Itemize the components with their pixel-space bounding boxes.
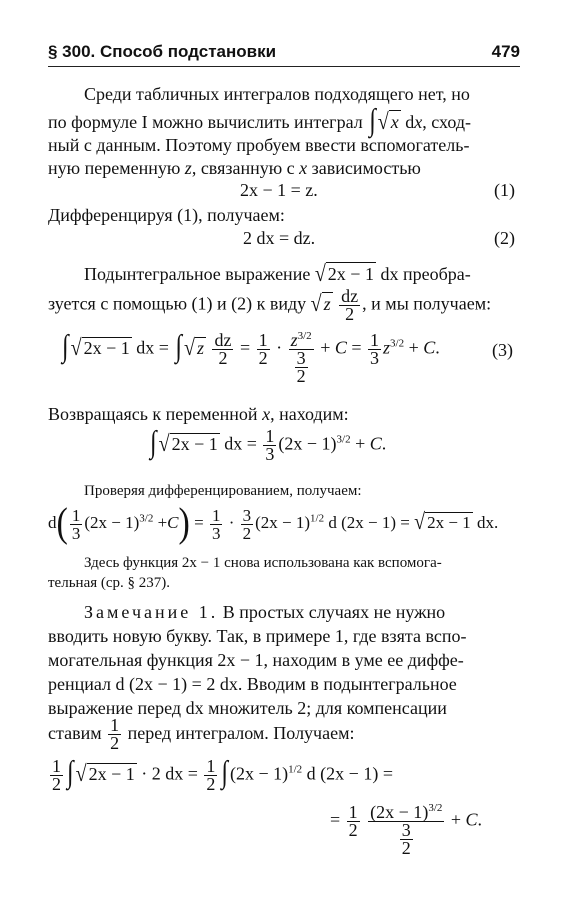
text: могательная функция	[48, 650, 213, 670]
fraction	[212, 332, 233, 367]
op: +	[408, 337, 419, 358]
op: +	[450, 809, 462, 830]
var: x	[299, 158, 308, 178]
fraction	[257, 332, 270, 367]
op: =	[382, 763, 393, 784]
text: выражение перед	[48, 698, 182, 718]
denominator: 2	[348, 820, 358, 840]
denominator: 2	[258, 348, 268, 368]
expr: 2x − 1	[217, 650, 264, 670]
denominator: 2	[401, 838, 411, 858]
text-line: Проверяя дифференцированием, получаем:	[84, 483, 362, 499]
equation-3: ∫ √ 2x − 1 dx = ∫ √ z $\frac{dz}{2}$ = $\frac{1}{2}$ · $\frac{z^{3/2}}{\frac{3}{2}}$ + C = $\frac{1}{3}$ $z^{3/2} + C$.	[62, 329, 440, 386]
numerator: 1	[71, 505, 81, 525]
text-line	[84, 601, 445, 623]
text: . Вводим в подынтегральное	[237, 674, 457, 694]
denominator: 3	[211, 523, 221, 543]
numerator: dz	[341, 286, 359, 306]
fraction	[50, 758, 63, 793]
integral-sign: ∫	[150, 425, 157, 460]
text-line	[48, 716, 354, 752]
expr: 2x − 1	[376, 802, 423, 822]
var: z	[184, 158, 192, 178]
fraction	[204, 758, 217, 793]
op: =	[187, 763, 198, 784]
section-title: § 300. Способ подстановки	[48, 42, 277, 61]
var: C	[423, 337, 436, 358]
var: dx	[380, 264, 399, 284]
expr: 2x − 1	[326, 763, 373, 784]
var: d	[306, 763, 316, 784]
denominator: 2	[206, 774, 216, 794]
equation-4: ∫ √ 2x − 1 dx = $\frac{1}{3}$ $(2x - 1)^{3/2} + C$.	[150, 425, 387, 464]
var: dx	[165, 763, 184, 784]
text: зависимостью	[311, 158, 421, 178]
numerator: dz	[214, 330, 232, 350]
op: =	[400, 512, 410, 532]
op: +	[320, 337, 331, 358]
radical: √	[310, 290, 322, 317]
numerator: 1	[348, 802, 358, 822]
op: +	[355, 433, 366, 454]
equation-6: $\frac{1}{2}$ ∫ √ 2x − 1 · 2 dx = $\frac{1}{2}$ ∫ $(2x - 1)^{1/2}$ d (2x − 1) =	[52, 755, 393, 794]
denominator	[289, 350, 314, 385]
var: d	[405, 112, 415, 132]
exponent: 3/2	[336, 433, 351, 446]
text-line	[84, 262, 471, 285]
equation-6-cont: = $\frac{1}{2}$ $\frac{(2x - 1)^{3/2}}{\frac{3}{2}}$ + C.	[330, 802, 483, 858]
text: , сход-	[422, 112, 471, 132]
fraction	[263, 428, 276, 463]
expr: 2x − 1	[171, 433, 218, 454]
text-line	[48, 157, 421, 179]
denominator: 2	[242, 523, 252, 543]
radicand	[326, 262, 376, 285]
radicand	[195, 337, 206, 359]
numerator: 1	[265, 426, 275, 446]
denominator	[368, 822, 444, 857]
text-line	[48, 673, 457, 695]
fraction	[295, 350, 308, 385]
denominator: 2	[345, 304, 355, 324]
var: z	[290, 330, 298, 350]
var: C	[167, 512, 179, 532]
integral-sign: ∫	[369, 104, 376, 138]
var: dx	[476, 512, 494, 532]
var: x	[390, 112, 399, 132]
radicand	[389, 110, 401, 133]
radical: √	[70, 334, 82, 361]
var: dx	[224, 433, 243, 454]
op: +	[157, 512, 168, 532]
text: , и мы получаем:	[362, 293, 492, 314]
fraction	[241, 507, 254, 542]
expr: 2x − 1	[284, 433, 331, 454]
expr: 2x − 1	[83, 337, 130, 358]
exponent: 1/2	[288, 763, 303, 776]
fraction	[210, 507, 223, 542]
text-line	[48, 104, 471, 138]
fraction	[108, 717, 121, 752]
text-line	[84, 552, 442, 574]
exponent: 3/2	[390, 337, 405, 350]
radical: √	[75, 760, 87, 787]
paren: (	[56, 501, 68, 546]
numerator: 1	[52, 756, 61, 776]
exponent: 3/2	[297, 330, 312, 342]
denominator: 2	[110, 733, 120, 754]
text: ставим	[48, 723, 102, 743]
var: x	[414, 112, 423, 132]
integral-sign: ∫	[175, 329, 182, 364]
denominator: 3	[265, 444, 275, 464]
text: , находим в уме ее диффе-	[263, 650, 464, 670]
integral-sign: ∫	[62, 329, 69, 364]
expr: 2x − 1	[346, 512, 391, 532]
op: ·	[141, 763, 148, 784]
var: dx	[185, 698, 204, 718]
op: =	[194, 512, 204, 532]
page-number: 479	[491, 42, 520, 61]
expr: 2x − 1	[260, 512, 305, 532]
text: перед интегралом. Получаем:	[127, 723, 355, 743]
numerator: 1	[206, 756, 216, 776]
var: x	[262, 404, 271, 424]
text: В простых случаях не нужно	[222, 602, 446, 622]
var: z	[196, 337, 204, 358]
equation-number: (3)	[492, 340, 513, 360]
radical: √	[183, 334, 195, 361]
numerator	[289, 328, 314, 350]
op: ·	[228, 512, 235, 532]
exponent: 3/2	[428, 802, 443, 814]
exponent: 3/2	[139, 512, 154, 525]
radical: √	[414, 509, 426, 535]
expr: 2x − 1	[327, 264, 374, 284]
text: , находим:	[270, 404, 349, 424]
text-line: вводить новую букву. Так, в примере 1, где взята вспо-	[48, 626, 467, 646]
radical: √	[158, 430, 170, 457]
expr: 2x − 1	[235, 763, 283, 784]
text-line: ный с данным. Поэтому пробуем ввести вспомогатель-	[48, 135, 470, 155]
var: C	[334, 337, 347, 358]
text: множитель 2; для компенсации	[208, 698, 447, 718]
text: по формуле I можно вычислить интеграл	[48, 112, 363, 132]
radicand	[82, 337, 132, 359]
var: C	[369, 433, 382, 454]
expr: 2x − 1	[427, 512, 471, 532]
op: =	[330, 809, 341, 830]
numerator: 1	[258, 330, 268, 350]
text-line	[48, 288, 491, 323]
remark-title: Замечание 1.	[84, 602, 219, 622]
denominator: 2	[218, 348, 228, 368]
var: dx	[136, 337, 155, 358]
numerator: 1	[110, 715, 120, 736]
radicand	[170, 433, 220, 455]
radicand	[322, 292, 333, 315]
radicand	[87, 763, 137, 785]
fraction	[339, 288, 360, 323]
num: 2	[151, 763, 161, 784]
denominator: 2	[296, 366, 306, 386]
fraction	[289, 328, 314, 385]
denominator: 3	[370, 348, 380, 368]
numerator: $(2x - 1)^{3/2}$	[370, 802, 443, 822]
equation-1: 2x − 1 = z.	[240, 180, 318, 200]
equation-2: 2 dx = dz.	[243, 228, 316, 248]
text-line: Дифференцируя (1), получаем:	[48, 205, 285, 225]
equation-number: (2)	[494, 228, 515, 248]
fraction	[70, 507, 83, 542]
op: =	[246, 433, 257, 454]
expr: d (2x − 1) = 2 dx	[115, 674, 238, 694]
paren: )	[178, 501, 190, 546]
numerator: 1	[211, 505, 221, 525]
denominator: 2	[52, 774, 61, 794]
text: зуется с помощью (1) и (2) к виду	[48, 293, 307, 314]
radicand	[425, 512, 473, 533]
numerator: 3	[401, 820, 411, 840]
numerator: 3	[296, 348, 306, 368]
text-line	[48, 403, 349, 425]
fraction	[368, 332, 381, 367]
text-line: тельная (ср. § 237).	[48, 575, 171, 591]
op: =	[239, 337, 251, 358]
numerator: 1	[370, 330, 380, 350]
radical: √	[377, 109, 389, 135]
text-line	[48, 649, 464, 671]
op: =	[158, 337, 169, 358]
text: преобра-	[402, 264, 471, 284]
text: Здесь функция	[84, 555, 179, 571]
var: z	[323, 293, 331, 314]
equation-number: (1)	[494, 180, 515, 200]
fraction	[347, 804, 360, 839]
exponent: 1/2	[310, 512, 325, 525]
expr: 2x − 1	[88, 763, 135, 784]
numerator: 3	[242, 505, 252, 525]
expr: 2x − 1	[181, 555, 221, 571]
text: ную переменную	[48, 158, 181, 178]
text-line: Среди табличных интегралов подходящего нет, но	[84, 84, 470, 104]
var: z	[383, 337, 391, 358]
radical: √	[314, 261, 326, 287]
op: =	[351, 337, 362, 358]
text: Возвращаясь к переменной	[48, 404, 258, 424]
var: d	[328, 512, 337, 532]
text: ренциал	[48, 674, 112, 694]
equation-5: d( $\frac{1}{3}$ $(2x - 1)^{3/2} +C$) = $\frac{1}{3}$ · $\frac{3}{2}$ $(2x - 1)^{1/2}$ d (2x − 1) = √ 2x − 1 dx.	[48, 501, 499, 546]
fraction	[368, 800, 444, 857]
text: , связанную с	[191, 158, 295, 178]
running-header	[48, 40, 520, 67]
integral-sign: ∫	[221, 755, 228, 790]
var: C	[465, 809, 478, 830]
fraction	[400, 822, 413, 857]
op: ·	[276, 337, 283, 358]
expr: 2x − 1	[90, 512, 134, 532]
text: снова использована как вспомога-	[224, 555, 442, 571]
integral-sign: ∫	[67, 755, 74, 790]
denominator: 3	[71, 523, 81, 543]
text: Подынтегральное выражение	[84, 264, 311, 284]
var: d	[48, 512, 57, 532]
